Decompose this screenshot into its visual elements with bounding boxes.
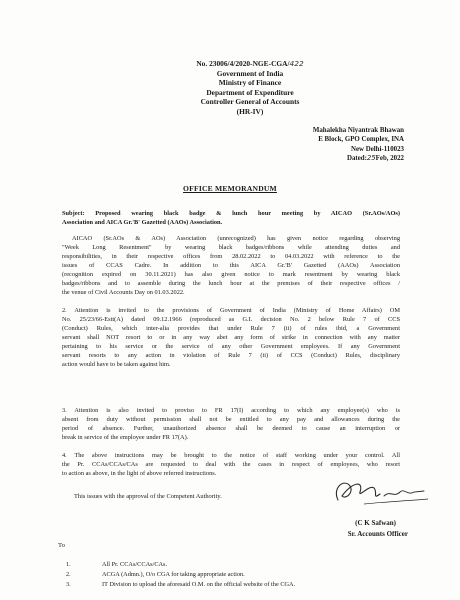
paragraph-line: AICAO (Sr.AOs & AOs) Association (unrecognized) has given notice regarding observing [72,235,400,242]
date-line: Dated:25Feb, 2022 [346,153,404,162]
to-label: To [58,542,65,549]
office-address [313,126,404,163]
paragraph-2 [62,306,400,369]
address-line: E Block, GPO Complex, INA [318,136,404,144]
letterhead [150,59,350,117]
subject-line: Subject: Proposed wearing black badge & lunch hour meeting by AICAO (Sr.AOs/AOs) [62,210,400,217]
paragraph-line: break in service of the employee under FR 17(A). [62,434,189,442]
paragraph-line: to action as above, in the light of above referred instructions. [62,470,217,478]
letterhead-line: Department of Expenditure [206,87,294,97]
subject-line: Association and AICA Gr.'B' Gazetted (AAOs) Association. [62,219,223,227]
letterhead-line: (HR-IV) [236,106,264,116]
paragraph-line: 2. Attention is invited to the provisions of Government of India (Ministry of Home Affairs) OM [62,307,400,314]
letterhead-line: Controller General of Accounts [200,97,300,107]
signatory-designation: Sr. Accounts Officer [347,530,408,538]
paragraph-line: the Pr. CCAs/CCAs/CAs are requested to deal with the cases in respect of employees, who resort [62,461,400,469]
paragraph-line: servant shall NOT resort to or in any way abet any form of strike in connection with any matter [62,334,400,342]
paragraph-line: 4. The above instructions may be brought to the notice of staff working under your control. All [62,452,400,459]
paragraph-line: responsibilities, in their respective offices from 28.02.2022 to 04.03.2022 with reference to the [62,253,400,261]
subject [62,209,400,227]
paragraph-line: (Conduct) Rules, which inter-alia provides that under Rule 7 (ii) of rules ibid, a Government [62,325,400,333]
memo-title: OFFICE MEMORANDUM [183,184,277,193]
recipient-item: 3. IT Division to upload the aforesaid O.M. on the official website of the CGA. [66,581,296,588]
address-line: New Delhi-110023 [350,145,404,153]
paragraph-line: No. 25/23/66-Estt(A) dated 09.12.1966 (reproduced as G.I. decision No. 2 below Rule 7 of CCS [62,316,400,324]
date-handwritten: 25 [366,153,376,162]
file-number: No. 23006/4/2020-NGE-CGA/422 [196,59,304,68]
paragraph-line: servant resorts to any action in violation of Rule 7 (ii) of CCS (Conduct) Rules, disciplinary [62,352,400,360]
letterhead-line: Ministry of Finance [218,78,282,88]
paragraph-1 [62,234,400,297]
paragraph-line: badges/ribbons and to assemble during the lunch hour at the premises of their respective offices / [62,280,400,288]
signature-mark [324,474,434,510]
paragraph-line: pertaining to his service or the service of any other Government employees. If any Government [62,343,400,351]
recipient-item: 1. All Pr. CCAs/CCAs/CAs. [66,561,168,568]
paragraph-line: (recognition expired on 30.11.2021) has also given notice to mark resentment by wearing black [62,271,400,279]
file-number-handwritten: 422 [289,59,304,68]
signatory-name: (C K Safwan) [355,519,396,527]
paragraph-3 [62,406,400,442]
approval-note: This issues with the approval of the Competent Authority. [74,493,222,500]
paragraph-line: period of absence. Further, unauthorized absence shall be deemed to cause an interruption or [62,425,400,433]
address-line: Mahalekha Niyantrak Bhawan [312,127,404,134]
paragraph-line: issues of CCAS Cadre. In addition to this AICA Gr.'B' Gazetted (AAOs) Association [62,262,400,270]
paragraph-line: the venue of Civil Accounts Day on 01.03.2022. [62,289,185,297]
letterhead-line: Government of India [216,68,284,78]
paragraph-line: "Week Long Resentment" by wearing black badges/ribbons while attending duties and [62,244,400,252]
paragraph-line: absent from duty without permission shall not be entitled to any pay and allowances during the [62,416,400,424]
recipient-item: 2. ACGA (Admn.), O/o CGA for taking appropriate action. [66,571,245,578]
paragraph-line: action would have to be taken against him. [62,361,171,369]
paragraph-line: 3. Attention is also invited to proviso to FR 17(I) according to which any employee(s) who is [62,407,400,414]
